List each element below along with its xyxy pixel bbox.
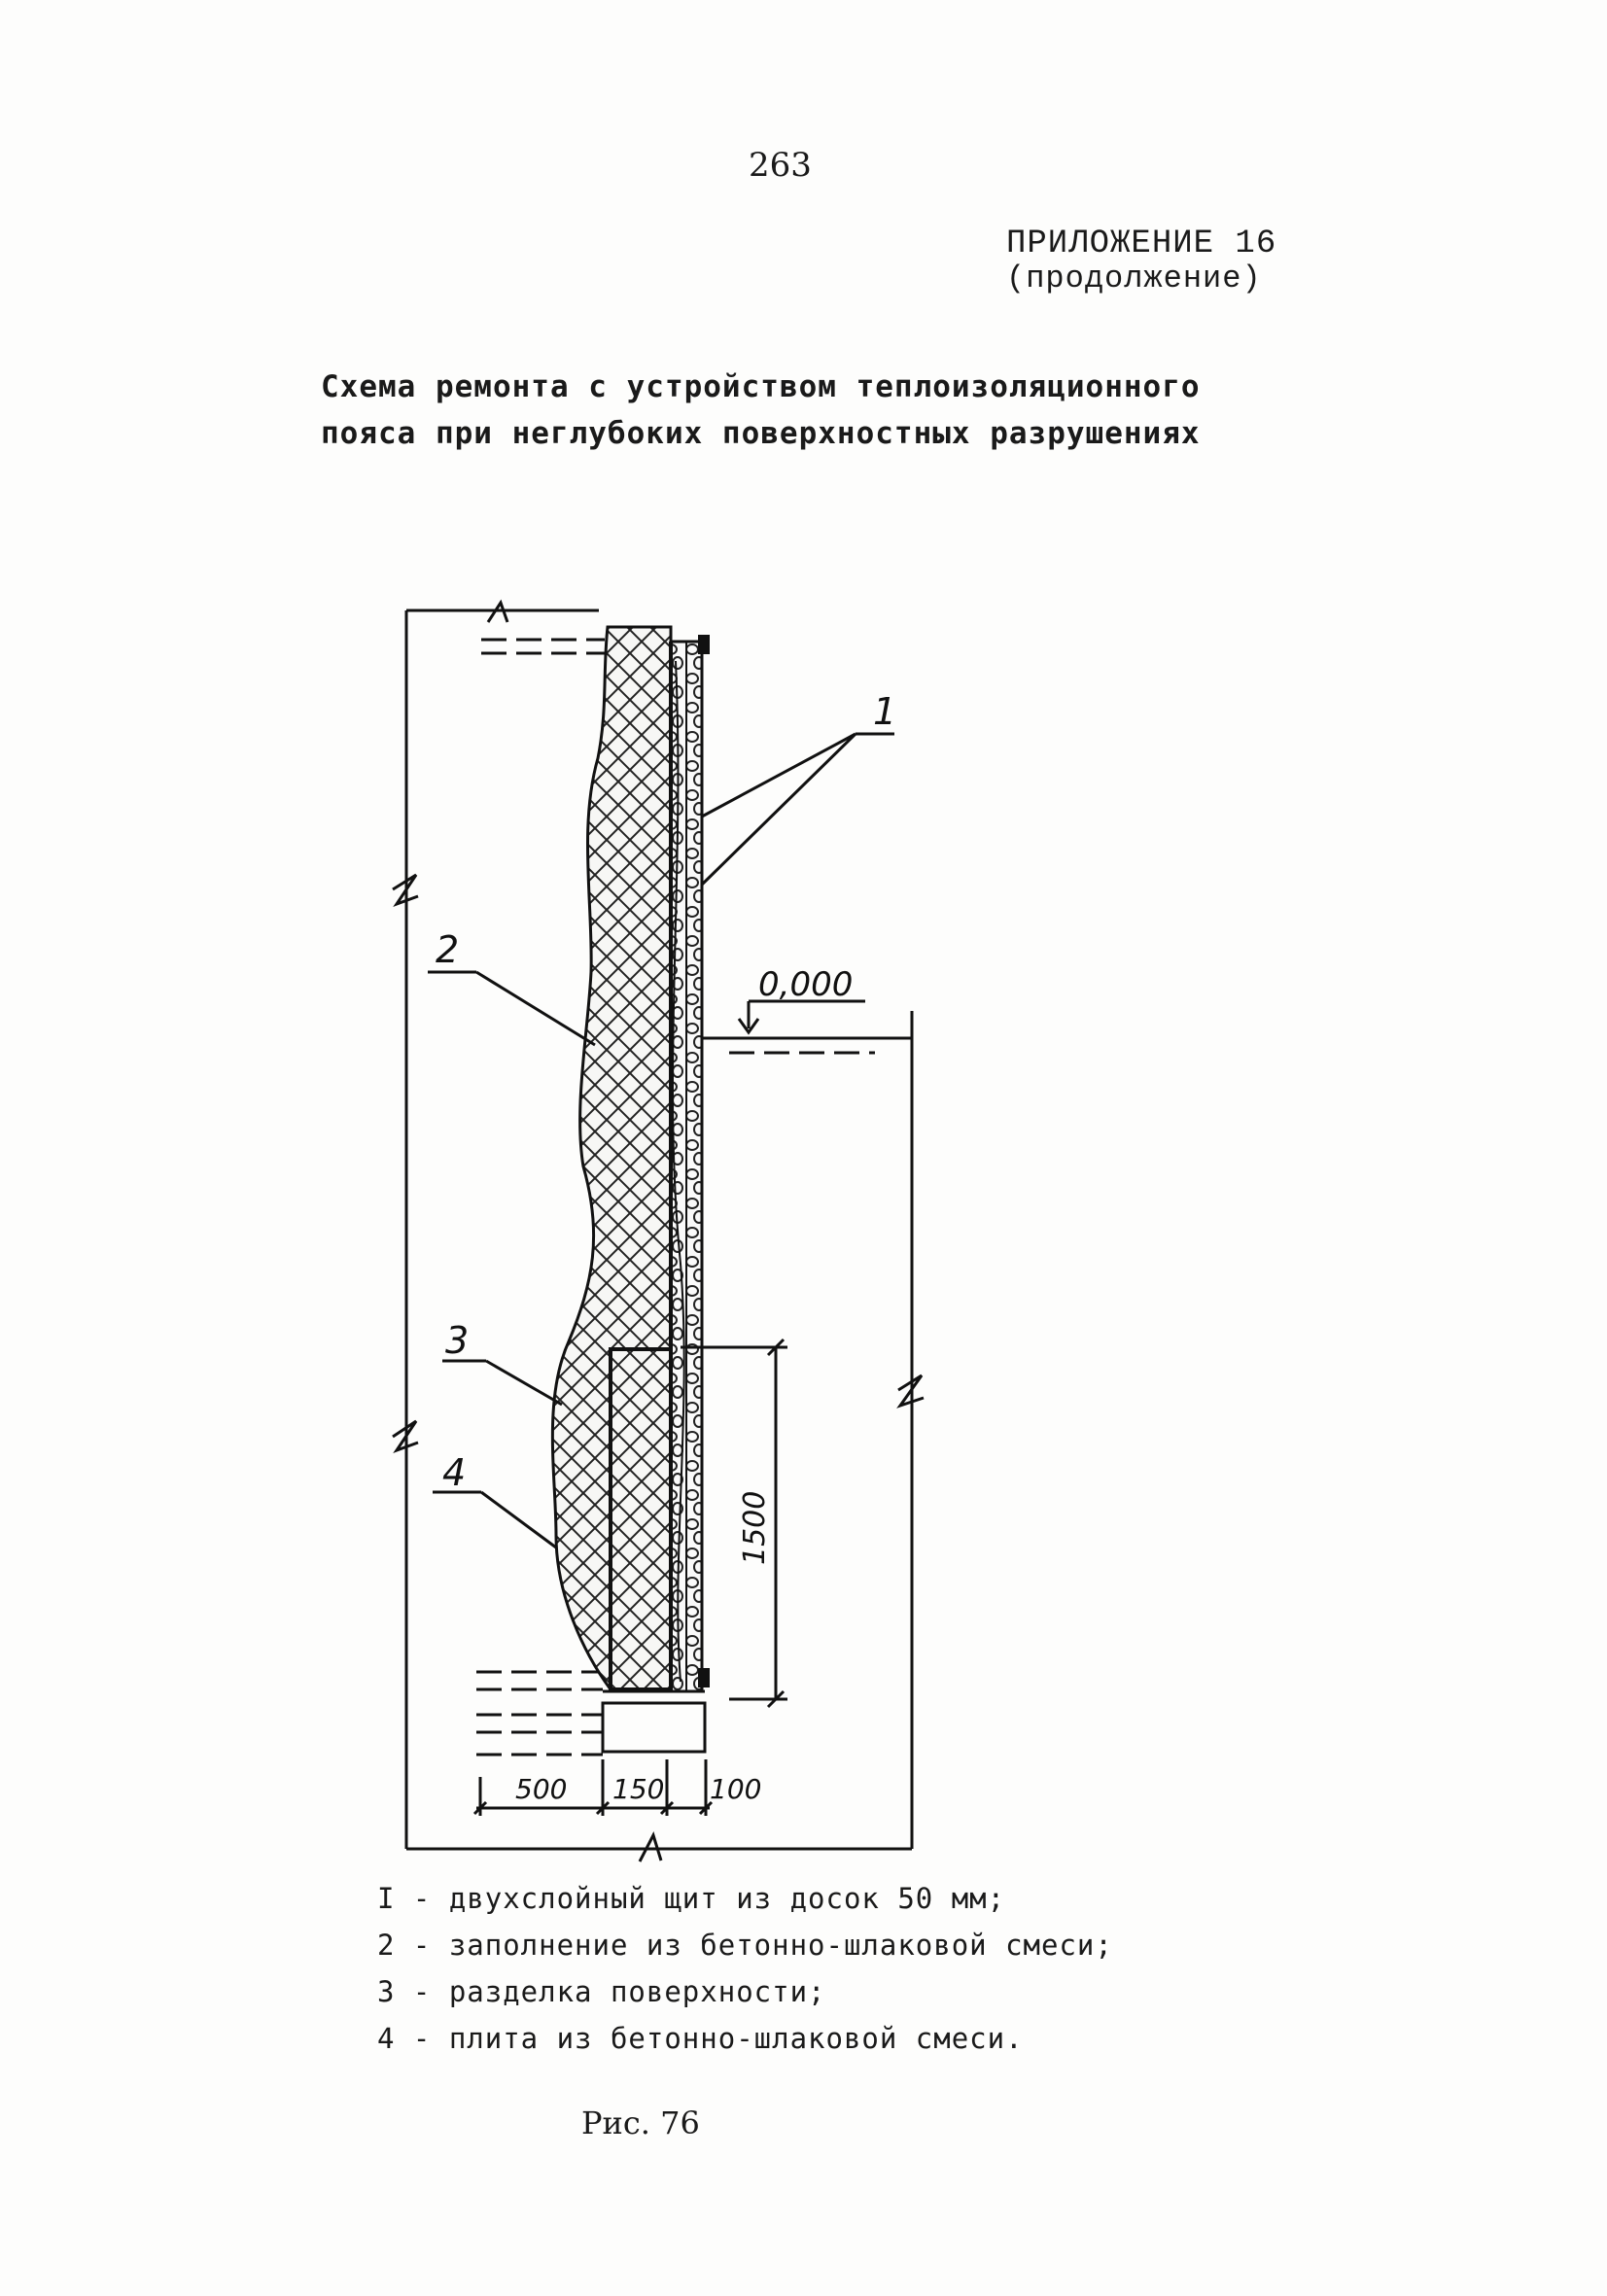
figure-title-line-1: Схема ремонта с устройством теплоизоляционного xyxy=(321,369,1201,404)
callout-3: 3 xyxy=(445,1319,470,1362)
legend-item-3: 3 - разделка поверхности; xyxy=(377,1975,826,2008)
height-dimension-label: 1500 xyxy=(738,1490,772,1565)
figure-title-line-2: пояса при неглубоких поверхностных разрушениях xyxy=(321,416,1201,451)
legend-item-4: 4 - плита из бетонно-шлаковой смеси. xyxy=(377,2022,1024,2055)
ground-level xyxy=(702,1001,912,1038)
width-label-100: 100 xyxy=(710,1773,762,1805)
appendix-label: ПРИЛОЖЕНИЕ 16 xyxy=(1006,226,1277,262)
callout-1: 1 xyxy=(873,690,897,733)
width-label-150: 150 xyxy=(612,1773,665,1805)
callout-4: 4 xyxy=(442,1451,467,1494)
page-number: 263 xyxy=(749,146,812,185)
appendix-continuation: (продолжение) xyxy=(1006,261,1262,296)
concrete-slab xyxy=(611,1349,671,1689)
callout-2: 2 xyxy=(436,928,460,971)
legend-item-2: 2 - заполнение из бетонно-шлаковой смеси; xyxy=(377,1929,1113,1962)
legend-item-1: I - двухслойный щит из досок 50 мм; xyxy=(377,1882,1006,1915)
level-mark-label: 0,000 xyxy=(758,965,854,1004)
figure-caption: Рис. 76 xyxy=(581,2105,700,2141)
width-label-500: 500 xyxy=(515,1773,568,1805)
width-dimensions xyxy=(474,1759,712,1816)
